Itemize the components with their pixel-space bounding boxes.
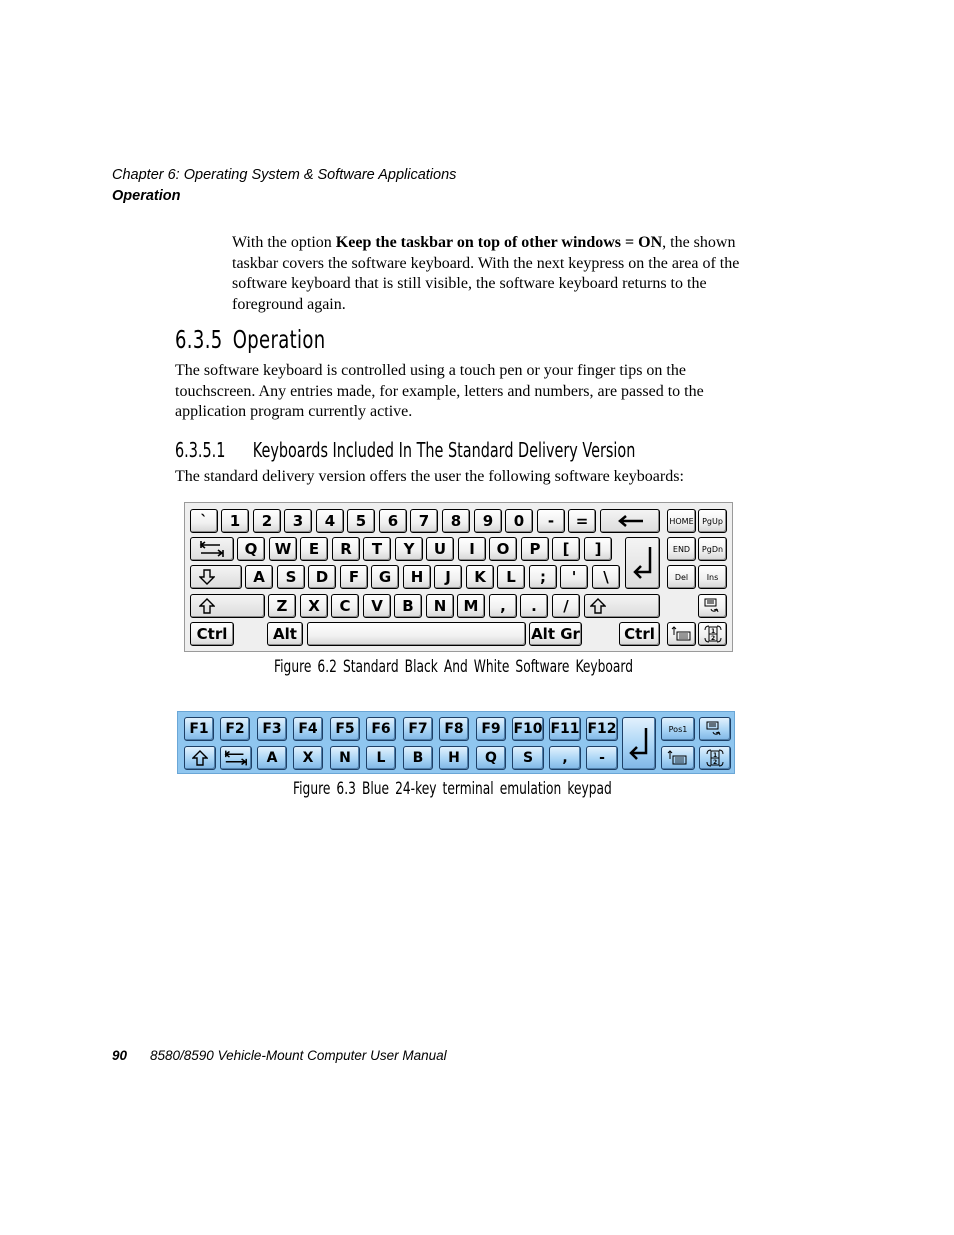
footer-manual-title: 8580/8590 Vehicle-Mount Computer User Manual (150, 1048, 447, 1063)
down-arrow-icon (199, 569, 215, 585)
key-keyboard-select-blue (699, 717, 731, 741)
key-q: Q (237, 537, 265, 561)
key-n: N (426, 594, 454, 618)
backspace-arrow-icon (615, 514, 645, 528)
intro-bold-option: Keep the taskbar on top of other windows = ON (335, 234, 663, 251)
key-a: A (245, 565, 273, 589)
key-minus: - (537, 509, 565, 533)
key-h-blue: H (439, 746, 469, 770)
section-number: 6.3.5 (175, 325, 223, 354)
key-2: 2 (253, 509, 281, 533)
key-home: HOME (667, 509, 696, 533)
svg-text:1: 1 (710, 628, 715, 635)
key-backspace (600, 509, 660, 533)
key-z: Z (268, 594, 296, 618)
key-g: G (371, 565, 399, 589)
key-y: Y (395, 537, 423, 561)
key-tab (190, 537, 234, 561)
key-pgdn: PgDn (698, 537, 727, 561)
key-shift-right (584, 594, 660, 618)
key-f4: F4 (293, 717, 323, 741)
key-d: D (308, 565, 336, 589)
key-h: H (403, 565, 431, 589)
key-enter (625, 537, 660, 589)
enter-arrow-icon (632, 545, 654, 581)
key-f12: F12 (586, 717, 618, 741)
key-e: E (300, 537, 328, 561)
key-pos1: Pos1 (661, 717, 695, 741)
key-5: 5 (347, 509, 375, 533)
svg-text:1: 1 (713, 752, 718, 759)
svg-text:2: 2 (710, 635, 715, 642)
key-enter-blue (622, 717, 656, 770)
key-l: L (497, 565, 525, 589)
key-right-bracket: ] (584, 537, 612, 561)
key-shift-blue (184, 746, 216, 770)
key-k: K (466, 565, 494, 589)
key-left-bracket: [ (552, 537, 580, 561)
key-6: 6 (379, 509, 407, 533)
key-f1: F1 (184, 717, 214, 741)
key-b: B (394, 594, 422, 618)
key-r: R (332, 537, 360, 561)
key-move-keyboard (667, 622, 696, 646)
key-m: M (457, 594, 485, 618)
intro-text-before: With the option (232, 234, 336, 251)
key-f5: F5 (330, 717, 360, 741)
key-1: 1 (221, 509, 249, 533)
layout-toggle-icon (704, 748, 726, 768)
key-f9: F9 (476, 717, 506, 741)
tab-arrows-icon (223, 749, 249, 767)
section-6351-paragraph: The standard delivery version offers the user the following software keyboards: (175, 468, 684, 485)
running-header-chapter: Chapter 6: Operating System & Software Applications (112, 167, 457, 183)
key-minus-blue: - (586, 746, 618, 770)
key-x-blue: X (293, 746, 323, 770)
key-ins: Ins (698, 565, 727, 589)
key-alt-gr: Alt Gr (529, 622, 582, 646)
section-heading-6351 (175, 438, 635, 462)
key-f: F (340, 565, 368, 589)
key-3: 3 (284, 509, 312, 533)
key-alt: Alt (267, 622, 303, 646)
key-s-blue: S (512, 746, 544, 770)
key-f11: F11 (549, 717, 581, 741)
key-comma: , (489, 594, 517, 618)
key-0: 0 (505, 509, 533, 533)
intro-paragraph (232, 233, 742, 315)
figure-6-3-caption: Figure 6.3 Blue 24-key terminal emulation keypad (293, 779, 612, 799)
key-backtick: ` (190, 509, 218, 533)
subsection-number: 6.3.5.1 (175, 438, 226, 462)
tab-arrows-icon (198, 540, 226, 558)
move-keyboard-icon (671, 625, 693, 643)
key-pgup: PgUp (698, 509, 727, 533)
key-semicolon: ; (529, 565, 557, 589)
section-635-paragraph: The software keyboard is controlled using a touch pen or your finger tips on the touchscreen. Any entries made, for example, letters and numbers, are passed to the application program currently active. (175, 362, 704, 420)
standard-software-keyboard-figure (184, 502, 733, 652)
layout-toggle-icon (702, 624, 724, 644)
keyboard-switch-icon (705, 720, 725, 738)
key-7: 7 (410, 509, 438, 533)
blue-terminal-keypad-figure (177, 711, 735, 774)
key-i: I (458, 537, 486, 561)
key-move-keyboard-blue (661, 746, 695, 770)
key-toggle-layout-blue (699, 746, 731, 770)
key-caps-lock (190, 565, 242, 589)
key-period: . (520, 594, 548, 618)
key-l-blue: L (366, 746, 396, 770)
page-number: 90 (112, 1048, 128, 1063)
key-ctrl-left: Ctrl (190, 622, 234, 646)
section-heading-635 (175, 325, 326, 354)
key-f8: F8 (439, 717, 469, 741)
svg-text:2: 2 (713, 759, 718, 766)
key-a-blue: A (257, 746, 287, 770)
subsection-title: Keyboards Included In The Standard Delivery Version (252, 438, 636, 462)
key-s: S (277, 565, 305, 589)
key-q-blue: Q (476, 746, 506, 770)
key-c: C (331, 594, 359, 618)
key-space (307, 622, 526, 646)
key-keyboard-select (698, 594, 727, 618)
figure-6-2-caption: Figure 6.2 Standard Black And White Software Keyboard (274, 657, 633, 677)
key-8: 8 (442, 509, 470, 533)
key-b-blue: B (403, 746, 433, 770)
key-backslash: \ (592, 565, 620, 589)
shift-up-arrow-icon (192, 750, 208, 766)
key-4: 4 (316, 509, 344, 533)
key-quote: ' (560, 565, 588, 589)
key-w: W (269, 537, 297, 561)
move-keyboard-icon (667, 749, 689, 767)
section-title: Operation (232, 325, 326, 354)
key-t: T (363, 537, 391, 561)
key-f7: F7 (403, 717, 433, 741)
key-9: 9 (474, 509, 502, 533)
shift-up-arrow-icon (199, 598, 215, 614)
key-v: V (363, 594, 391, 618)
intro-text-after: , the shown taskbar covers the software keyboard. With the next keypress on the area of the software keyboard that is still visible, the software keyboard returns to the foreground again. (232, 234, 740, 313)
key-tab-blue (220, 746, 252, 770)
key-n-blue: N (330, 746, 360, 770)
key-f2: F2 (220, 717, 250, 741)
key-f10: F10 (512, 717, 544, 741)
enter-arrow-icon (628, 726, 650, 762)
key-comma-blue: , (549, 746, 581, 770)
key-o: O (489, 537, 517, 561)
key-u: U (426, 537, 454, 561)
shift-up-arrow-icon (590, 598, 606, 614)
key-shift-left (190, 594, 265, 618)
key-j: J (434, 565, 462, 589)
keyboard-switch-icon (703, 597, 723, 615)
key-f3: F3 (257, 717, 287, 741)
key-x: X (300, 594, 328, 618)
key-f6: F6 (366, 717, 396, 741)
key-p: P (521, 537, 549, 561)
key-slash: / (552, 594, 580, 618)
key-end: END (667, 537, 696, 561)
running-header-section: Operation (112, 188, 181, 204)
key-equals: = (568, 509, 596, 533)
key-toggle-layout (698, 622, 727, 646)
key-del: Del (667, 565, 696, 589)
key-ctrl-right: Ctrl (619, 622, 660, 646)
